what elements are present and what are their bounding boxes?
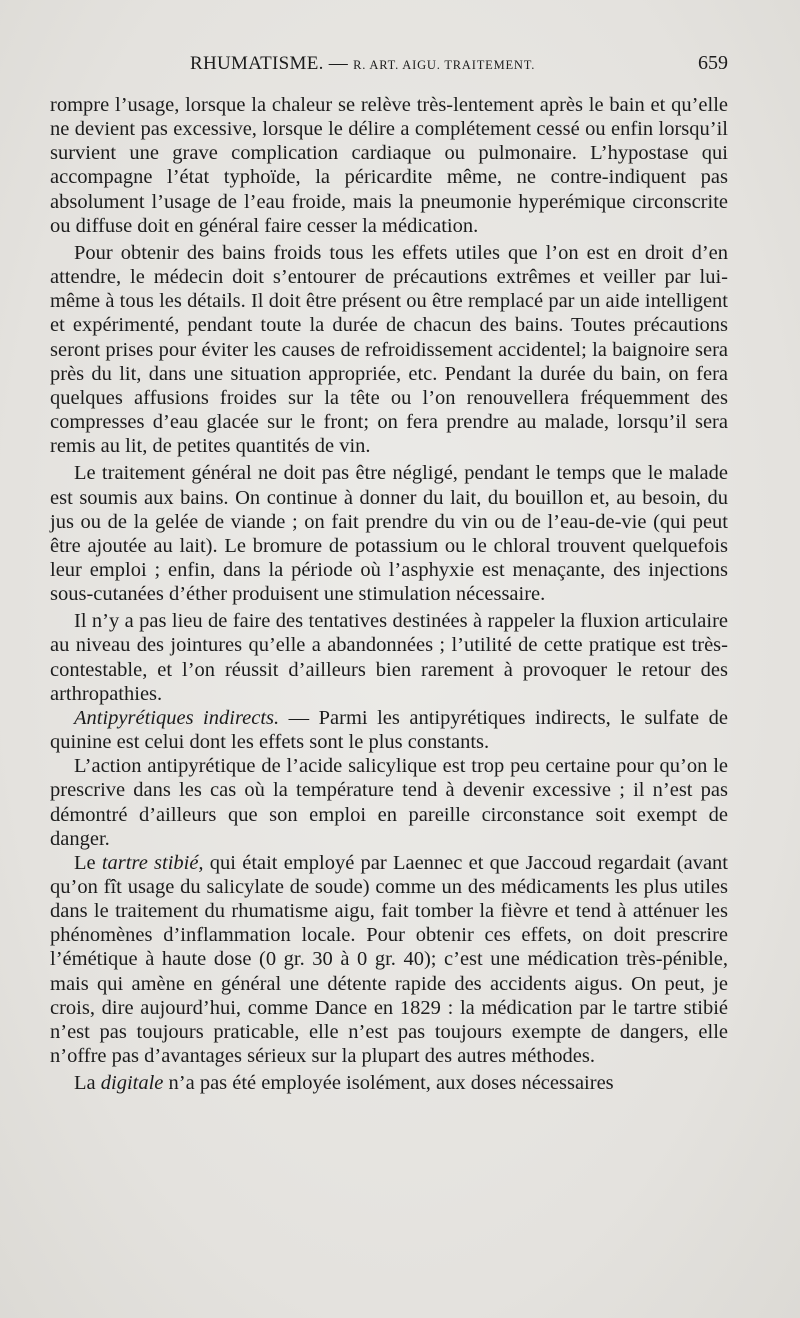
paragraph-text: — Parmi les antipyrétiques indirects, le sulfate de quinine est celui dont les effets sont le plus constants. [50, 706, 728, 754]
italic-term: tartre stibié, [101, 851, 204, 874]
paragraph-text: Il n’y a pas lieu de faire des tentatives destinées à rappeler la fluxion articulaire au niveau des jointures qu’elle a abandonnées ; l’utilité de cette pratique est très-contestable, et l’on réussit d’ailleurs bien rarement à provoquer le retour des arthropathies. [50, 610, 728, 705]
running-title [190, 53, 535, 75]
paragraph-4 [50, 609, 728, 706]
paragraph-text: L’action antipyrétique de l’acide salicylique est trop peu certaine pour qu’on le prescrive dans les cas où la température tend à devenir excessive ; il n’est pas démontré d’ailleurs que son emploi en pareille circonstance soit exempt de danger. [50, 755, 728, 850]
paragraph-7 [50, 851, 728, 1068]
running-title-dash: — [323, 53, 354, 74]
italic-term: digitale [100, 1072, 164, 1095]
italic-heading: Antipyrétiques indirects. [74, 706, 280, 729]
body-text [50, 93, 728, 1095]
paragraph-2 [50, 241, 728, 458]
paragraph-8 [50, 1071, 728, 1095]
paragraph-6 [50, 754, 728, 851]
paragraph-text: rompre l’usage, lorsque la chaleur se relève très-lentement après le bain et qu’elle ne devient pas excessive, lorsque le délire a complétement cessé ou enfin lorsqu’il survient une grave complication cardiaque ou pulmonaire. L’hypostase qui accompagne l’état typhoïde, la péricardite même, ne contre-indiquent pas absolument l’usage de l’eau froide, mais la pneumonie hyperémique circonscrite ou diffuse doit en général faire cesser la médication. [50, 94, 728, 237]
paragraph-1 [50, 93, 728, 238]
paragraph-5 [50, 706, 728, 754]
running-title-sub: R. ART. AIGU. TRAITEMENT. [353, 58, 536, 72]
paragraph-text: Le traitement général ne doit pas être négligé, pendant le temps que le malade est soumis aux bains. On continue à donner du lait, du bouillon et, au besoin, du jus ou de la gelée de viande ; on fait prendre du vin ou de l’eau-de-vie (qui peut être ajoutée au lait). Le bromure de potassium ou le chloral trouvent quelquefois leur emploi ; enfin, dans la période où l’asphyxie est menaçante, des injections sous-cutanées d’éther produisent une stimulation nécessaire. [50, 462, 728, 606]
paragraph-text: Pour obtenir des bains froids tous les effets utiles que l’on est en droit d’en attendre, le médecin doit s’entourer de précautions extrêmes et veiller par lui-même à tous les détails. Il doit être présent ou être remplacé par un aide intelligent et expérimenté, pendant toute la durée de chacun des bains. Toutes précautions seront prises pour éviter les causes de refroidissement accidentel; la baignoire sera près du lit, dans une situation appropriée, etc. Pendant la durée du bain, on fera quelques affusions froides sur la tête ou l’on renouvellera fréquemment des compresses d’eau glacée sur le front; on fera prendre au malade, lorsqu’il sera remis au lit, de petites quantités de vin. [50, 241, 728, 458]
running-header [50, 52, 728, 75]
paragraph-lead: La [74, 1072, 101, 1095]
paragraph-text: qui était employé par Laennec et que Jaccoud regardait (avant qu’on fît usage du salicylate de soude) comme un des médicaments les plus utiles dans le traitement du rhumatisme aigu, fait tomber la fièvre et tend à atténuer les phénomènes d’inflammation locale. Pour obtenir ces effets, on doit prescrire l’émétique à haute dose (0 gr. 30 à 0 gr. 40); c’est une médication très-pénible, mais qui amène en général une détente rapide des accidents aigus. On peut, je crois, dire aujourd’hui, comme Dance en 1829 : la médication par le tartre stibié n’est pas toujours praticable, elle n’est pas toujours exempte de dangers, elle n’offre pas d’avantages sérieux sur la plupart des autres méthodes. [50, 851, 728, 1068]
paragraph-text: n’a pas été employée isolément, aux doses nécessaires [163, 1072, 614, 1095]
running-title-main: RHUMATISME. [190, 53, 324, 74]
page-number: 659 [698, 52, 728, 74]
paragraph-3 [50, 461, 728, 606]
paragraph-lead: Le [74, 851, 102, 874]
